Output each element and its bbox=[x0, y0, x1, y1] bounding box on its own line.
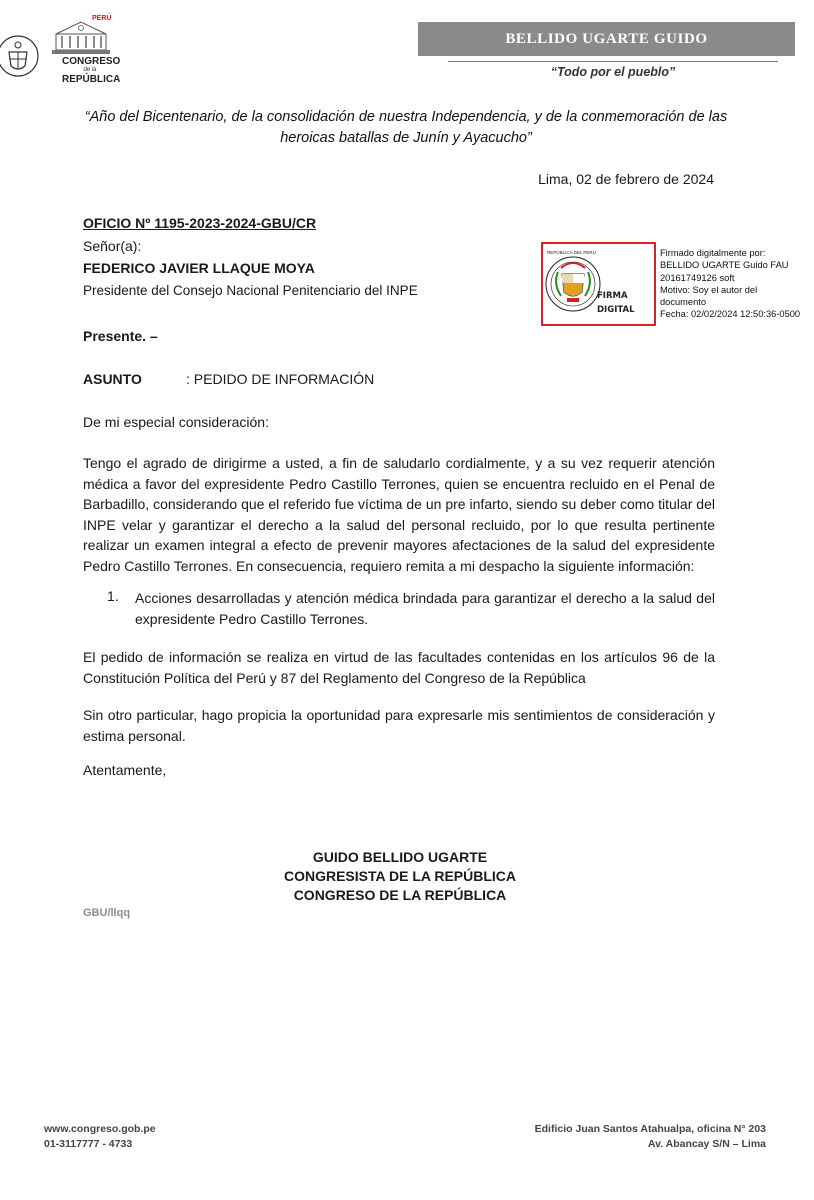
stamp-seal-text: REPÚBLICA DEL PERÚ bbox=[547, 250, 596, 255]
letter-date: Lima, 02 de febrero de 2024 bbox=[538, 171, 714, 187]
list-item-text: Acciones desarrolladas y atención médica brindada para garantizar el derecho a la salud del expresidente Pedro Castillo Terrones. bbox=[135, 590, 715, 627]
body-paragraph-2: El pedido de información se realiza en virtud de las facultades contenidas en los artículos 96 de la Constitución Política del Perú y 87 del Reglamento del Congreso de la República bbox=[83, 649, 715, 686]
banner-divider bbox=[448, 61, 778, 62]
digital-signature-info bbox=[660, 247, 814, 321]
logo-line-3: REPÚBLICA bbox=[62, 74, 121, 85]
recipient-name: FEDERICO JAVIER LLAQUE MOYA bbox=[83, 260, 315, 276]
salutation: Señor(a): bbox=[83, 238, 142, 254]
ds-info-line: documento bbox=[660, 297, 706, 308]
logo-country: PERÚ bbox=[92, 15, 112, 22]
body-paragraph-3: Sin otro particular, hago propicia la oportunidad para expresarle mis sentimientos de consideración y estima personal. bbox=[83, 707, 715, 744]
footer-address-line-2: Av. Abancay S/N – Lima bbox=[647, 1138, 766, 1150]
signature-institution: CONGRESO DE LA REPÚBLICA bbox=[293, 887, 507, 903]
body-paragraph-1: Tengo el agrado de dirigirme a usted, a fin de saludarlo cordialmente, y a su vez requerir atención médica a favor del expresidente Pedro Castillo Terrones, quien se encuentra recluido en el Penal de Barbadillo, considerando que el referido fue víctima de un pre infarto, siendo su deber como titular del INPE velar y garantizar el derecho a la salud del personal recluido, por lo que resulta pertinente realizar un examen integral a efecto de prevenir mayores afectaciones de la salud del expresidente Pedro Castillo Terrones. En consecuencia, requiero remita a mi despacho la siguiente información: bbox=[83, 455, 715, 574]
closing: Atentamente, bbox=[83, 762, 167, 778]
asunto-value: : PEDIDO DE INFORMACIÓN bbox=[186, 371, 375, 387]
greeting: De mi especial consideración: bbox=[83, 414, 269, 430]
ds-info-line: BELLIDO UGARTE Guido FAU bbox=[660, 260, 789, 271]
slogan: “Todo por el pueblo” bbox=[550, 65, 676, 79]
ds-info-line: Firmado digitalmente por: bbox=[660, 248, 766, 258]
ds-info-line: Motivo: Soy el autor del bbox=[660, 284, 758, 295]
presente-label: Presente. – bbox=[83, 328, 158, 344]
footer-website: www.congreso.gob.pe bbox=[44, 1123, 156, 1135]
signature-name: GUIDO BELLIDO UGARTE bbox=[312, 849, 488, 865]
recipient-title: Presidente del Consejo Nacional Penitenciario del INPE bbox=[83, 283, 418, 298]
congressman-banner bbox=[418, 22, 795, 56]
banner-name: BELLIDO UGARTE GUIDO bbox=[505, 30, 708, 47]
list-item-number: 1. bbox=[107, 588, 119, 604]
footer-address-line-1: Edificio Juan Santos Atahualpa, oficina N° 203 bbox=[534, 1123, 766, 1135]
reference-initials: GBU/llqq bbox=[83, 907, 131, 919]
year-motto: “Año del Bicentenario, de la consolidación de nuestra Independencia, y de la conmemoración de las heroicas batallas de Junín y Ayacucho” bbox=[84, 109, 728, 146]
footer-phone: 01-3117777 - 4733 bbox=[44, 1138, 133, 1150]
ds-info-line: Fecha: 02/02/2024 12:50:36-0500 bbox=[660, 309, 801, 320]
footer-address bbox=[520, 1122, 766, 1152]
oficio-number: OFICIO Nº 1195-2023-2024-GBU/CR bbox=[83, 215, 317, 231]
signature-role: CONGRESISTA DE LA REPÚBLICA bbox=[283, 868, 517, 884]
ds-info-line: 20161749126 soft bbox=[660, 272, 735, 283]
stamp-label-digital: DIGITAL bbox=[597, 305, 635, 315]
logo-line-1: CONGRESO bbox=[62, 56, 121, 67]
footer-contact bbox=[44, 1122, 156, 1152]
stamp-label-firma: FIRMA bbox=[597, 291, 628, 301]
logo-line-2: de la bbox=[83, 67, 97, 73]
asunto-label: ASUNTO bbox=[83, 371, 142, 387]
